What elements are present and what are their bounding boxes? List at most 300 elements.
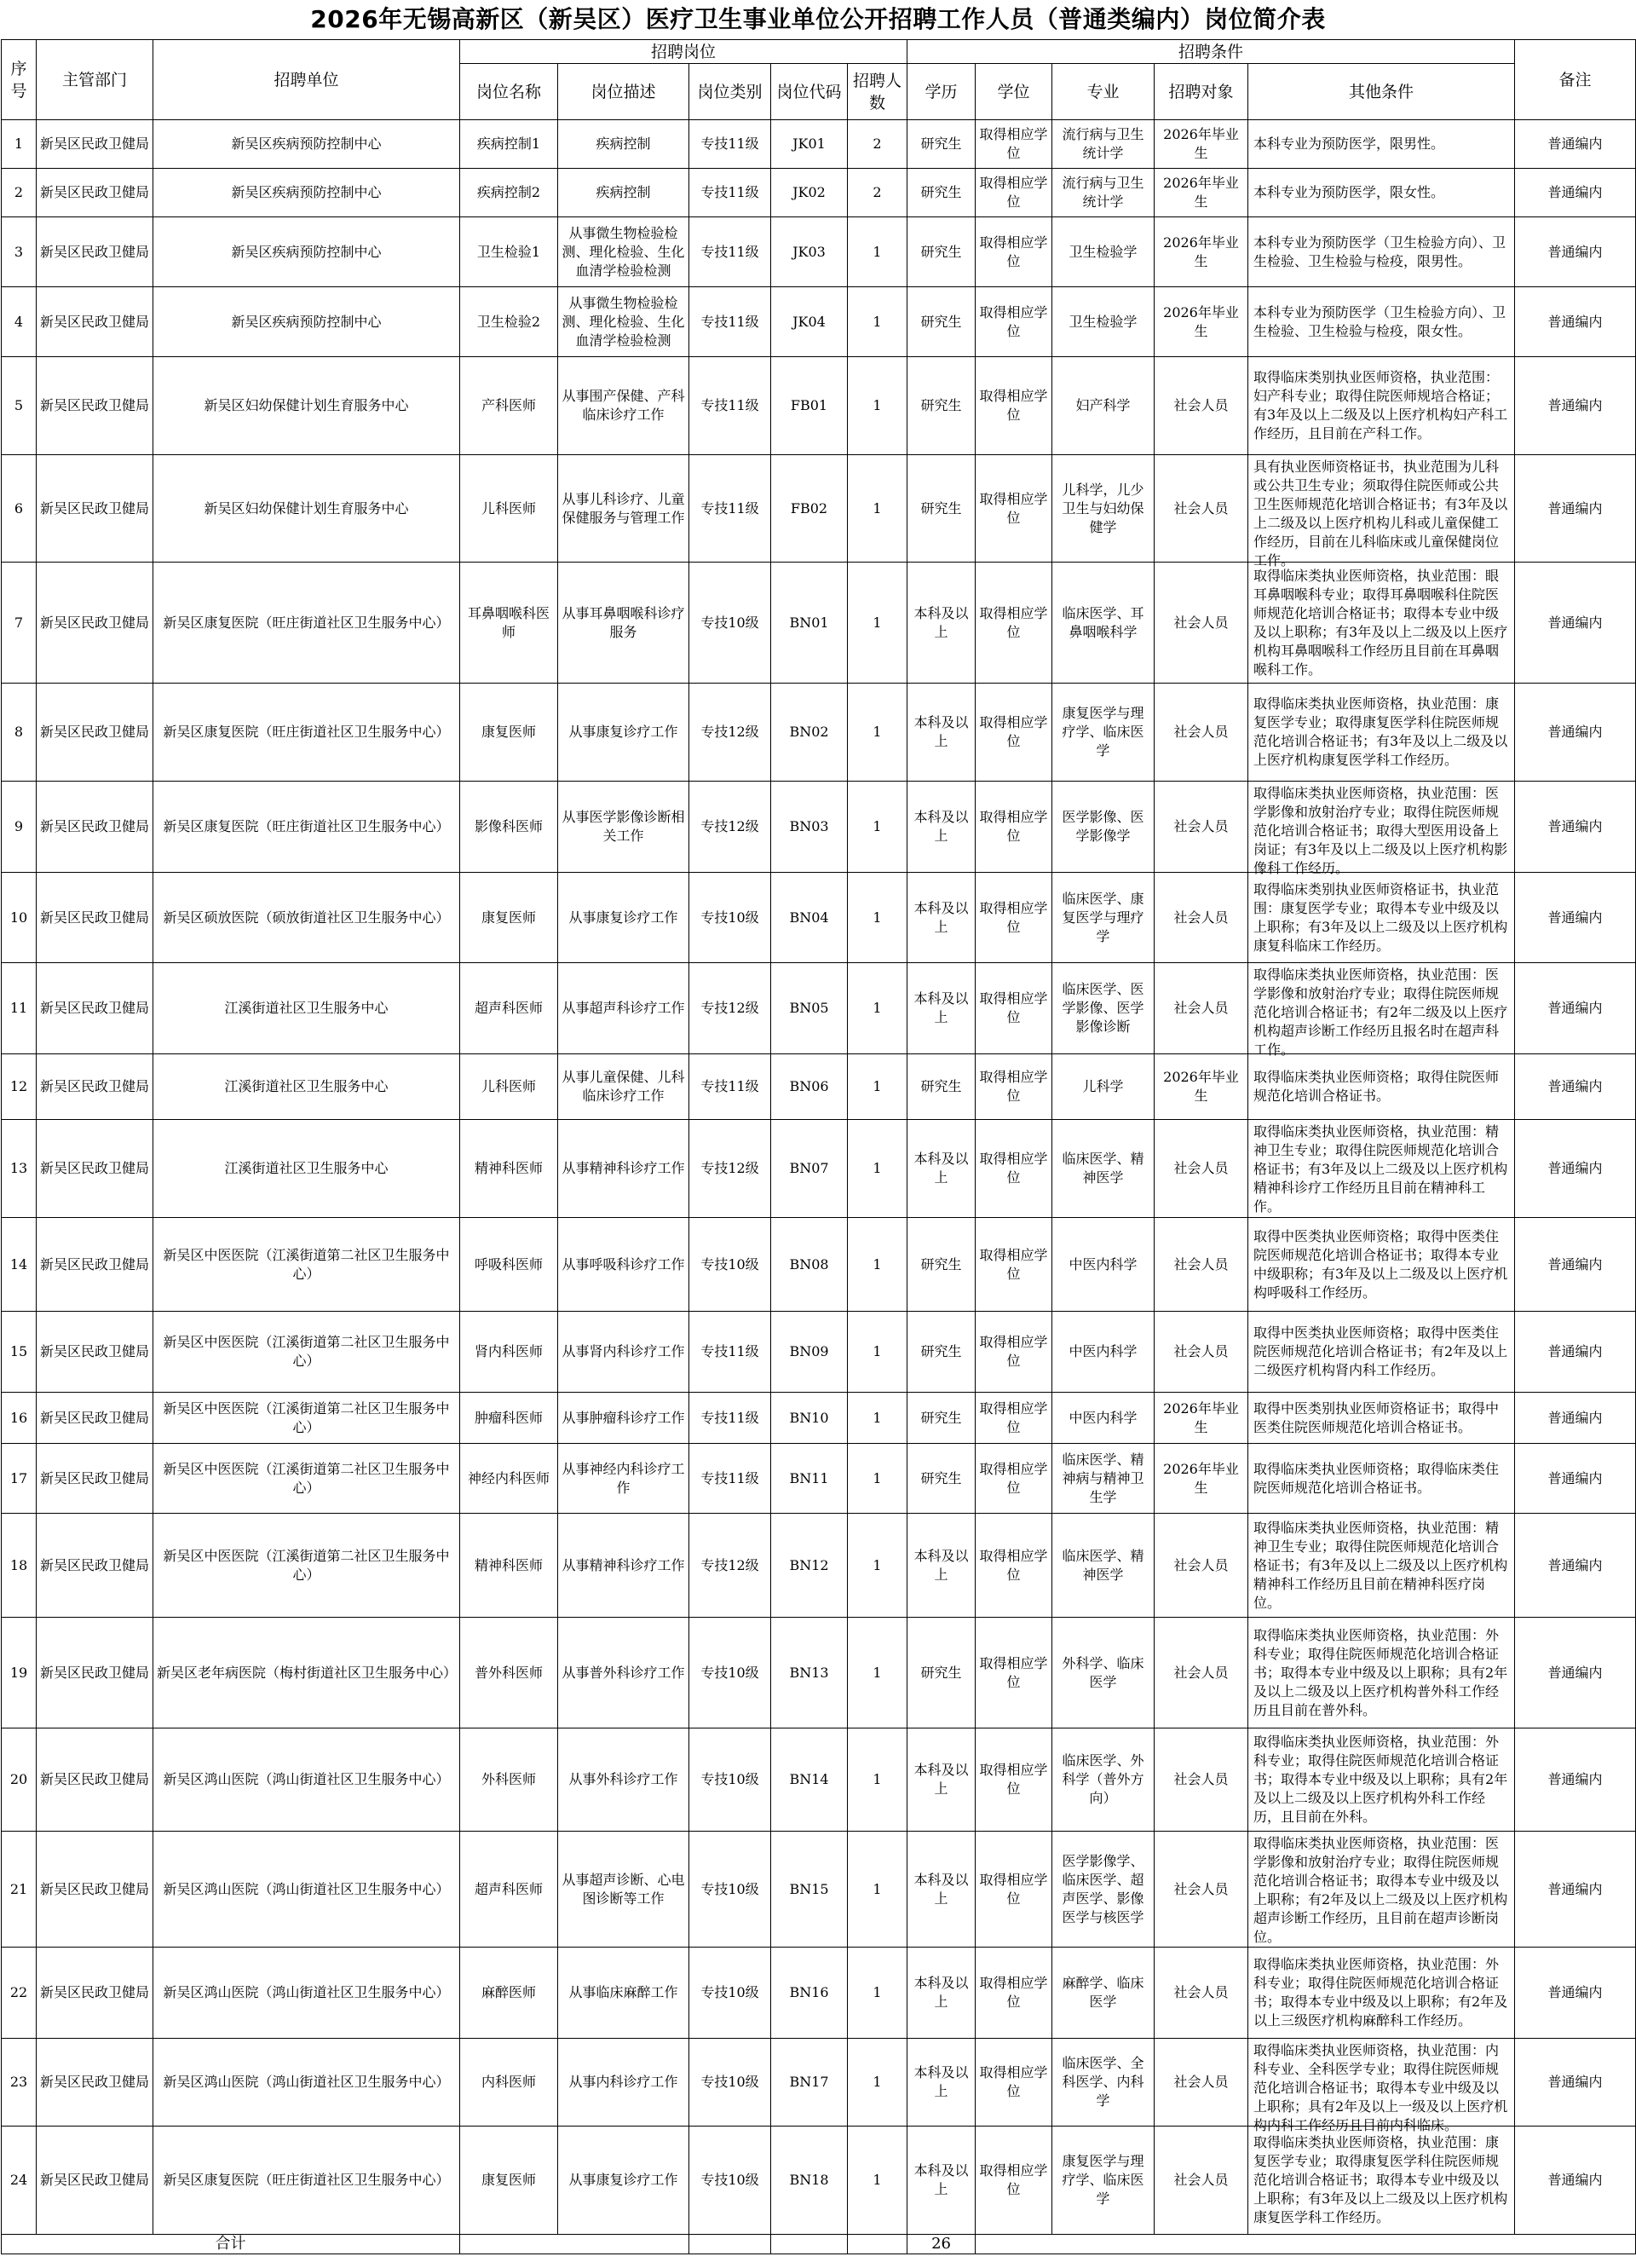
row-edu: 本科及以上 bbox=[907, 1514, 976, 1618]
table-row bbox=[2, 1120, 1636, 1218]
row-post-type: 专技11级 bbox=[689, 357, 771, 455]
row-other: 取得临床类执业医师资格，执业范围：眼耳鼻咽喉科专业；取得耳鼻咽喉科住院医师规范化培训合格证书；取得本专业中级及以上职称；有3年及以上二级及以上医疗机构耳鼻咽喉科工作经历且目前在耳鼻咽喉科工作。 bbox=[1248, 563, 1515, 684]
table-row bbox=[2, 1218, 1636, 1312]
row-post-type: 专技10级 bbox=[689, 2039, 771, 2127]
row-post-code: BN17 bbox=[771, 2039, 848, 2127]
row-post-type: 专技10级 bbox=[689, 1948, 771, 2039]
row-unit: 新吴区疾病预防控制中心 bbox=[153, 120, 460, 169]
row-dept: 新吴区民政卫健局 bbox=[37, 287, 153, 357]
row-target: 社会人员 bbox=[1155, 455, 1248, 563]
row-note: 普通编内 bbox=[1515, 1832, 1636, 1948]
table-row bbox=[2, 1948, 1636, 2039]
row-no: 23 bbox=[2, 2039, 37, 2127]
row-post-type: 专技11级 bbox=[689, 169, 771, 217]
row-no: 17 bbox=[2, 1444, 37, 1514]
row-dept: 新吴区民政卫健局 bbox=[37, 1948, 153, 2039]
row-dept: 新吴区民政卫健局 bbox=[37, 1728, 153, 1832]
table-row bbox=[2, 1832, 1636, 1948]
row-unit: 新吴区疾病预防控制中心 bbox=[153, 169, 460, 217]
row-note: 普通编内 bbox=[1515, 2039, 1636, 2127]
row-unit: 新吴区中医医院（江溪街道第二社区卫生服务中心） bbox=[153, 1312, 460, 1393]
row-post-desc: 从事超声科诊疗工作 bbox=[558, 963, 689, 1054]
table-row bbox=[2, 1312, 1636, 1393]
row-major: 临床医学、精神医学 bbox=[1052, 1120, 1155, 1218]
row-post-desc: 从事外科诊疗工作 bbox=[558, 1728, 689, 1832]
row-major: 儿科学，儿少卫生与妇幼保健学 bbox=[1052, 455, 1155, 563]
row-post-desc: 从事内科诊疗工作 bbox=[558, 2039, 689, 2127]
row-dept: 新吴区民政卫健局 bbox=[37, 2039, 153, 2127]
row-edu: 研究生 bbox=[907, 1218, 976, 1312]
row-post-name: 麻醉医师 bbox=[460, 1948, 558, 2039]
row-post-code: BN10 bbox=[771, 1393, 848, 1444]
row-degree: 取得相应学位 bbox=[976, 1514, 1052, 1618]
row-edu: 研究生 bbox=[907, 1444, 976, 1514]
row-note: 普通编内 bbox=[1515, 1444, 1636, 1514]
row-post-name: 精神科医师 bbox=[460, 1120, 558, 1218]
row-target: 社会人员 bbox=[1155, 1618, 1248, 1728]
row-count: 1 bbox=[848, 1948, 907, 2039]
row-no: 10 bbox=[2, 873, 37, 963]
row-count: 1 bbox=[848, 1444, 907, 1514]
row-note: 普通编内 bbox=[1515, 1218, 1636, 1312]
row-dept: 新吴区民政卫健局 bbox=[37, 217, 153, 287]
row-post-type: 专技11级 bbox=[689, 287, 771, 357]
row-post-desc: 从事临床麻醉工作 bbox=[558, 1948, 689, 2039]
row-major: 妇产科学 bbox=[1052, 357, 1155, 455]
row-post-code: JK02 bbox=[771, 169, 848, 217]
row-count: 1 bbox=[848, 782, 907, 873]
row-other: 本科专业为预防医学（卫生检验方向）、卫生检验、卫生检验与检疫，限男性。 bbox=[1248, 217, 1515, 287]
row-post-name: 卫生检验1 bbox=[460, 217, 558, 287]
row-post-desc: 从事肾内科诊疗工作 bbox=[558, 1312, 689, 1393]
row-degree: 取得相应学位 bbox=[976, 1054, 1052, 1120]
row-post-code: BN05 bbox=[771, 963, 848, 1054]
row-dept: 新吴区民政卫健局 bbox=[37, 782, 153, 873]
row-major: 康复医学与理疗学、临床医学 bbox=[1052, 684, 1155, 782]
row-unit: 新吴区中医医院（江溪街道第二社区卫生服务中心） bbox=[153, 1514, 460, 1618]
row-major: 临床医学、耳鼻咽喉科学 bbox=[1052, 563, 1155, 684]
row-count: 1 bbox=[848, 1218, 907, 1312]
row-other: 取得临床类执业医师资格，执业范围：内科专业、全科医学专业；取得住院医师规范化培训合格证书；取得本专业中级及以上职称；具有2年及以上一级及以上医疗机构内科工作经历且目前内科临床。 bbox=[1248, 2039, 1515, 2127]
row-post-type: 专技11级 bbox=[689, 1312, 771, 1393]
header-post-type: 岗位类别 bbox=[689, 64, 771, 120]
row-note: 普通编内 bbox=[1515, 357, 1636, 455]
row-post-desc: 从事肿瘤科诊疗工作 bbox=[558, 1393, 689, 1444]
row-degree: 取得相应学位 bbox=[976, 873, 1052, 963]
row-no: 21 bbox=[2, 1832, 37, 1948]
total-row bbox=[2, 2235, 1636, 2254]
row-post-name: 神经内科医师 bbox=[460, 1444, 558, 1514]
row-major: 儿科学 bbox=[1052, 1054, 1155, 1120]
row-no: 8 bbox=[2, 684, 37, 782]
header-degree: 学位 bbox=[976, 64, 1052, 120]
header-target: 招聘对象 bbox=[1155, 64, 1248, 120]
row-target: 社会人员 bbox=[1155, 1832, 1248, 1948]
row-unit: 新吴区康复医院（旺庄街道社区卫生服务中心） bbox=[153, 684, 460, 782]
row-edu: 本科及以上 bbox=[907, 1120, 976, 1218]
row-post-code: BN09 bbox=[771, 1312, 848, 1393]
row-count: 1 bbox=[848, 455, 907, 563]
row-unit: 新吴区老年病医院（梅村街道社区卫生服务中心） bbox=[153, 1618, 460, 1728]
row-post-desc: 从事儿科诊疗、儿童保健服务与管理工作 bbox=[558, 455, 689, 563]
row-note: 普通编内 bbox=[1515, 563, 1636, 684]
row-other: 取得临床类执业医师资格，执业范围：精神卫生专业；取得住院医师规范化培训合格证书；有3年及以上二级及以上医疗机构精神科诊疗工作经历且目前在精神科工作。 bbox=[1248, 1120, 1515, 1218]
row-note: 普通编内 bbox=[1515, 287, 1636, 357]
row-unit: 新吴区妇幼保健计划生育服务中心 bbox=[153, 455, 460, 563]
row-post-type: 专技10级 bbox=[689, 563, 771, 684]
row-post-desc: 疾病控制 bbox=[558, 169, 689, 217]
row-other: 取得临床类执业医师资格，执业范围：外科专业；取得住院医师规范化培训合格证书；取得本专业中级及以上职称；具有2年及以上二级及以上医疗机构外科工作经历，且目前在外科。 bbox=[1248, 1728, 1515, 1832]
row-note: 普通编内 bbox=[1515, 963, 1636, 1054]
row-post-code: BN11 bbox=[771, 1444, 848, 1514]
row-no: 4 bbox=[2, 287, 37, 357]
row-other: 具有执业医师资格证书，执业范围为儿科或公共卫生专业；须取得住院医师或公共卫生医师规范化培训合格证书；有3年及以上二级及以上医疗机构儿科或儿童保健工作经历，目前在儿科临床或儿童保健岗位工作。 bbox=[1248, 455, 1515, 563]
row-degree: 取得相应学位 bbox=[976, 1312, 1052, 1393]
row-count: 1 bbox=[848, 2039, 907, 2127]
row-no: 20 bbox=[2, 1728, 37, 1832]
row-major: 麻醉学、临床医学 bbox=[1052, 1948, 1155, 2039]
row-unit: 新吴区康复医院（旺庄街道社区卫生服务中心） bbox=[153, 782, 460, 873]
row-other: 取得临床类别执业医师资格证书，执业范围：康复医学专业；取得本专业中级及以上职称；有3年及以上二级及以上医疗机构康复科临床工作经历。 bbox=[1248, 873, 1515, 963]
row-note: 普通编内 bbox=[1515, 1120, 1636, 1218]
row-target: 社会人员 bbox=[1155, 1514, 1248, 1618]
row-edu: 研究生 bbox=[907, 1618, 976, 1728]
row-degree: 取得相应学位 bbox=[976, 1393, 1052, 1444]
row-post-name: 产科医师 bbox=[460, 357, 558, 455]
row-count: 1 bbox=[848, 1312, 907, 1393]
row-post-desc: 从事微生物检验检测、理化检验、生化血清学检验检测 bbox=[558, 217, 689, 287]
row-count: 1 bbox=[848, 1832, 907, 1948]
row-edu: 本科及以上 bbox=[907, 873, 976, 963]
row-degree: 取得相应学位 bbox=[976, 169, 1052, 217]
table-row bbox=[2, 1444, 1636, 1514]
row-no: 12 bbox=[2, 1054, 37, 1120]
row-post-name: 精神科医师 bbox=[460, 1514, 558, 1618]
row-note: 普通编内 bbox=[1515, 782, 1636, 873]
total-count: 26 bbox=[907, 2235, 976, 2254]
row-major: 临床医学、外科学（普外方向） bbox=[1052, 1728, 1155, 1832]
row-post-code: BN13 bbox=[771, 1618, 848, 1728]
row-degree: 取得相应学位 bbox=[976, 963, 1052, 1054]
row-major: 临床医学、医学影像、医学影像诊断 bbox=[1052, 963, 1155, 1054]
row-dept: 新吴区民政卫健局 bbox=[37, 1393, 153, 1444]
row-count: 1 bbox=[848, 2127, 907, 2235]
row-post-code: BN07 bbox=[771, 1120, 848, 1218]
row-dept: 新吴区民政卫健局 bbox=[37, 1618, 153, 1728]
table-row bbox=[2, 1728, 1636, 1832]
row-major: 医学影像、医学影像学 bbox=[1052, 782, 1155, 873]
row-major: 医学影像学、临床医学、超声医学、影像医学与核医学 bbox=[1052, 1832, 1155, 1948]
table-row bbox=[2, 873, 1636, 963]
row-dept: 新吴区民政卫健局 bbox=[37, 357, 153, 455]
row-degree: 取得相应学位 bbox=[976, 1120, 1052, 1218]
row-post-code: BN06 bbox=[771, 1054, 848, 1120]
row-count: 1 bbox=[848, 1120, 907, 1218]
row-note: 普通编内 bbox=[1515, 684, 1636, 782]
row-post-desc: 从事微生物检验检测、理化检验、生化血清学检验检测 bbox=[558, 287, 689, 357]
row-post-name: 康复医师 bbox=[460, 2127, 558, 2235]
row-degree: 取得相应学位 bbox=[976, 1218, 1052, 1312]
row-other: 取得临床类执业医师资格，执业范围：医学影像和放射治疗专业；取得住院医师规范化培训合格证书；取得大型医用设备上岗证；有3年及以上二级及以上医疗机构影像科工作经历。 bbox=[1248, 782, 1515, 873]
row-edu: 本科及以上 bbox=[907, 563, 976, 684]
row-other: 本科专业为预防医学，限女性。 bbox=[1248, 169, 1515, 217]
row-edu: 研究生 bbox=[907, 169, 976, 217]
row-post-name: 疾病控制1 bbox=[460, 120, 558, 169]
row-post-type: 专技11级 bbox=[689, 455, 771, 563]
table-row bbox=[2, 357, 1636, 455]
row-post-desc: 从事精神科诊疗工作 bbox=[558, 1514, 689, 1618]
row-no: 6 bbox=[2, 455, 37, 563]
row-count: 1 bbox=[848, 357, 907, 455]
table-row bbox=[2, 2127, 1636, 2235]
row-dept: 新吴区民政卫健局 bbox=[37, 1054, 153, 1120]
row-edu: 研究生 bbox=[907, 357, 976, 455]
row-dept: 新吴区民政卫健局 bbox=[37, 169, 153, 217]
row-count: 1 bbox=[848, 873, 907, 963]
row-unit: 江溪街道社区卫生服务中心 bbox=[153, 1054, 460, 1120]
row-unit: 新吴区中医医院（江溪街道第二社区卫生服务中心） bbox=[153, 1393, 460, 1444]
row-unit: 新吴区康复医院（旺庄街道社区卫生服务中心） bbox=[153, 563, 460, 684]
row-target: 社会人员 bbox=[1155, 782, 1248, 873]
row-post-type: 专技12级 bbox=[689, 782, 771, 873]
row-note: 普通编内 bbox=[1515, 1948, 1636, 2039]
table-row bbox=[2, 287, 1636, 357]
row-dept: 新吴区民政卫健局 bbox=[37, 1444, 153, 1514]
row-unit: 江溪街道社区卫生服务中心 bbox=[153, 963, 460, 1054]
row-post-name: 康复医师 bbox=[460, 684, 558, 782]
row-dept: 新吴区民政卫健局 bbox=[37, 1832, 153, 1948]
row-post-name: 康复医师 bbox=[460, 873, 558, 963]
row-post-desc: 从事耳鼻咽喉科诊疗服务 bbox=[558, 563, 689, 684]
row-degree: 取得相应学位 bbox=[976, 357, 1052, 455]
row-other: 取得临床类执业医师资格；取得临床类住院医师规范化培训合格证书。 bbox=[1248, 1444, 1515, 1514]
row-post-type: 专技11级 bbox=[689, 217, 771, 287]
row-target: 社会人员 bbox=[1155, 873, 1248, 963]
row-post-code: BN01 bbox=[771, 563, 848, 684]
row-dept: 新吴区民政卫健局 bbox=[37, 684, 153, 782]
row-post-name: 内科医师 bbox=[460, 2039, 558, 2127]
row-post-code: BN04 bbox=[771, 873, 848, 963]
row-other: 取得中医类别执业医师资格证书；取得中医类住院医师规范化培训合格证书。 bbox=[1248, 1393, 1515, 1444]
row-unit: 新吴区疾病预防控制中心 bbox=[153, 287, 460, 357]
table-row bbox=[2, 217, 1636, 287]
row-post-name: 普外科医师 bbox=[460, 1618, 558, 1728]
row-no: 3 bbox=[2, 217, 37, 287]
row-other: 取得临床类执业医师资格，执业范围：外科专业；取得住院医师规范化培训合格证书；取得本专业中级及以上职称；具有2年及以上二级及以上医疗机构普外科工作经历且目前在普外科。 bbox=[1248, 1618, 1515, 1728]
row-post-desc: 从事围产保健、产科临床诊疗工作 bbox=[558, 357, 689, 455]
table-row bbox=[2, 963, 1636, 1054]
row-edu: 研究生 bbox=[907, 120, 976, 169]
row-post-desc: 从事呼吸科诊疗工作 bbox=[558, 1218, 689, 1312]
table-row bbox=[2, 1514, 1636, 1618]
row-count: 1 bbox=[848, 1393, 907, 1444]
row-dept: 新吴区民政卫健局 bbox=[37, 963, 153, 1054]
row-major: 中医内科学 bbox=[1052, 1312, 1155, 1393]
row-post-type: 专技11级 bbox=[689, 1444, 771, 1514]
row-unit: 新吴区中医医院（江溪街道第二社区卫生服务中心） bbox=[153, 1444, 460, 1514]
row-degree: 取得相应学位 bbox=[976, 2039, 1052, 2127]
row-unit: 新吴区鸿山医院（鸿山街道社区卫生服务中心） bbox=[153, 1948, 460, 2039]
row-edu: 本科及以上 bbox=[907, 1728, 976, 1832]
total-spacer bbox=[460, 2235, 689, 2254]
row-target: 社会人员 bbox=[1155, 963, 1248, 1054]
row-count: 1 bbox=[848, 1618, 907, 1728]
row-note: 普通编内 bbox=[1515, 1054, 1636, 1120]
row-degree: 取得相应学位 bbox=[976, 217, 1052, 287]
row-unit: 新吴区妇幼保健计划生育服务中心 bbox=[153, 357, 460, 455]
table-row bbox=[2, 120, 1636, 169]
row-no: 22 bbox=[2, 1948, 37, 2039]
row-unit: 新吴区鸿山医院（鸿山街道社区卫生服务中心） bbox=[153, 1728, 460, 1832]
row-note: 普通编内 bbox=[1515, 1514, 1636, 1618]
row-target: 社会人员 bbox=[1155, 1312, 1248, 1393]
row-major: 中医内科学 bbox=[1052, 1218, 1155, 1312]
row-target: 社会人员 bbox=[1155, 1120, 1248, 1218]
table-row bbox=[2, 455, 1636, 563]
table-row bbox=[2, 563, 1636, 684]
row-note: 普通编内 bbox=[1515, 169, 1636, 217]
row-other: 取得临床类别执业医师资格，执业范围：妇产科专业；取得住院医师规培合格证；有3年及以上二级及以上医疗机构妇产科工作经历，且目前在产科工作。 bbox=[1248, 357, 1515, 455]
row-other: 取得临床类执业医师资格，执业范围：医学影像和放射治疗专业；取得住院医师规范化培训合格证书；取得本专业中级及以上职称；有2年及以上二级及以上医疗机构超声诊断工作经历，且目前在超声诊断岗位。 bbox=[1248, 1832, 1515, 1948]
row-post-code: FB02 bbox=[771, 455, 848, 563]
row-major: 临床医学、全科医学、内科学 bbox=[1052, 2039, 1155, 2127]
row-post-code: FB01 bbox=[771, 357, 848, 455]
row-unit: 新吴区鸿山医院（鸿山街道社区卫生服务中心） bbox=[153, 1832, 460, 1948]
row-post-desc: 从事康复诊疗工作 bbox=[558, 2127, 689, 2235]
row-edu: 本科及以上 bbox=[907, 782, 976, 873]
header-row-1 bbox=[2, 40, 1636, 64]
total-spacer-5 bbox=[976, 2235, 1636, 2254]
header-unit: 招聘单位 bbox=[153, 40, 460, 120]
row-post-desc: 从事精神科诊疗工作 bbox=[558, 1120, 689, 1218]
row-dept: 新吴区民政卫健局 bbox=[37, 563, 153, 684]
row-unit: 新吴区康复医院（旺庄街道社区卫生服务中心） bbox=[153, 2127, 460, 2235]
row-major: 康复医学与理疗学、临床医学 bbox=[1052, 2127, 1155, 2235]
row-edu: 本科及以上 bbox=[907, 2127, 976, 2235]
header-count: 招聘人数 bbox=[848, 64, 907, 120]
row-target: 2026年毕业生 bbox=[1155, 1444, 1248, 1514]
row-other: 取得临床类执业医师资格，执业范围：精神卫生专业；取得住院医师规范化培训合格证书；有3年及以上二级及以上医疗机构精神科工作经历且目前在精神科医疗岗位。 bbox=[1248, 1514, 1515, 1618]
row-post-type: 专技10级 bbox=[689, 1728, 771, 1832]
row-note: 普通编内 bbox=[1515, 2127, 1636, 2235]
row-post-name: 超声科医师 bbox=[460, 963, 558, 1054]
row-target: 社会人员 bbox=[1155, 2039, 1248, 2127]
row-post-name: 卫生检验2 bbox=[460, 287, 558, 357]
row-degree: 取得相应学位 bbox=[976, 1728, 1052, 1832]
row-post-code: BN12 bbox=[771, 1514, 848, 1618]
row-degree: 取得相应学位 bbox=[976, 1444, 1052, 1514]
recruitment-table bbox=[1, 39, 1636, 2254]
row-edu: 本科及以上 bbox=[907, 963, 976, 1054]
row-target: 2026年毕业生 bbox=[1155, 1054, 1248, 1120]
row-post-code: JK03 bbox=[771, 217, 848, 287]
row-post-code: BN16 bbox=[771, 1948, 848, 2039]
table-row bbox=[2, 1618, 1636, 1728]
row-target: 社会人员 bbox=[1155, 1218, 1248, 1312]
row-note: 普通编内 bbox=[1515, 1393, 1636, 1444]
row-count: 1 bbox=[848, 684, 907, 782]
header-post-desc: 岗位描述 bbox=[558, 64, 689, 120]
row-no: 18 bbox=[2, 1514, 37, 1618]
row-post-code: BN14 bbox=[771, 1728, 848, 1832]
table-body bbox=[2, 120, 1636, 2235]
row-post-desc: 从事超声诊断、心电图诊断等工作 bbox=[558, 1832, 689, 1948]
row-post-type: 专技10级 bbox=[689, 1832, 771, 1948]
row-post-name: 耳鼻咽喉科医师 bbox=[460, 563, 558, 684]
row-count: 1 bbox=[848, 1514, 907, 1618]
row-target: 社会人员 bbox=[1155, 1728, 1248, 1832]
row-post-desc: 从事医学影像诊断相关工作 bbox=[558, 782, 689, 873]
row-post-name: 疾病控制2 bbox=[460, 169, 558, 217]
row-major: 流行病与卫生统计学 bbox=[1052, 120, 1155, 169]
row-dept: 新吴区民政卫健局 bbox=[37, 1120, 153, 1218]
total-label: 合计 bbox=[2, 2235, 460, 2254]
row-count: 1 bbox=[848, 563, 907, 684]
table-row bbox=[2, 169, 1636, 217]
row-unit: 新吴区中医医院（江溪街道第二社区卫生服务中心） bbox=[153, 1218, 460, 1312]
row-post-name: 影像科医师 bbox=[460, 782, 558, 873]
header-major: 专业 bbox=[1052, 64, 1155, 120]
row-major: 卫生检验学 bbox=[1052, 287, 1155, 357]
row-degree: 取得相应学位 bbox=[976, 455, 1052, 563]
row-no: 5 bbox=[2, 357, 37, 455]
row-post-name: 肾内科医师 bbox=[460, 1312, 558, 1393]
row-unit: 新吴区鸿山医院（鸿山街道社区卫生服务中心） bbox=[153, 2039, 460, 2127]
row-edu: 研究生 bbox=[907, 1312, 976, 1393]
row-count: 1 bbox=[848, 963, 907, 1054]
row-note: 普通编内 bbox=[1515, 873, 1636, 963]
header-note: 备注 bbox=[1515, 40, 1636, 120]
row-edu: 研究生 bbox=[907, 287, 976, 357]
row-dept: 新吴区民政卫健局 bbox=[37, 120, 153, 169]
row-target: 社会人员 bbox=[1155, 684, 1248, 782]
row-edu: 本科及以上 bbox=[907, 2039, 976, 2127]
row-post-code: BN18 bbox=[771, 2127, 848, 2235]
table-row bbox=[2, 1054, 1636, 1120]
row-unit: 新吴区硕放医院（硕放街道社区卫生服务中心） bbox=[153, 873, 460, 963]
row-no: 14 bbox=[2, 1218, 37, 1312]
row-degree: 取得相应学位 bbox=[976, 782, 1052, 873]
header-post-code: 岗位代码 bbox=[771, 64, 848, 120]
row-degree: 取得相应学位 bbox=[976, 684, 1052, 782]
row-other: 本科专业为预防医学（卫生检验方向）、卫生检验、卫生检验与检疫，限女性。 bbox=[1248, 287, 1515, 357]
row-target: 2026年毕业生 bbox=[1155, 169, 1248, 217]
row-edu: 研究生 bbox=[907, 455, 976, 563]
row-target: 2026年毕业生 bbox=[1155, 120, 1248, 169]
row-post-type: 专技11级 bbox=[689, 1393, 771, 1444]
row-count: 1 bbox=[848, 1054, 907, 1120]
row-post-name: 超声科医师 bbox=[460, 1832, 558, 1948]
row-no: 9 bbox=[2, 782, 37, 873]
row-degree: 取得相应学位 bbox=[976, 2127, 1052, 2235]
row-major: 临床医学、康复医学与理疗学 bbox=[1052, 873, 1155, 963]
header-group-post: 招聘岗位 bbox=[460, 40, 907, 64]
row-post-code: BN03 bbox=[771, 782, 848, 873]
total-spacer-3 bbox=[771, 2235, 848, 2254]
row-other: 本科专业为预防医学，限男性。 bbox=[1248, 120, 1515, 169]
row-unit: 新吴区疾病预防控制中心 bbox=[153, 217, 460, 287]
row-post-name: 儿科医师 bbox=[460, 1054, 558, 1120]
row-edu: 本科及以上 bbox=[907, 684, 976, 782]
row-dept: 新吴区民政卫健局 bbox=[37, 873, 153, 963]
row-no: 13 bbox=[2, 1120, 37, 1218]
row-post-type: 专技12级 bbox=[689, 684, 771, 782]
document-title: 2026年无锡高新区（新吴区）医疗卫生事业单位公开招聘工作人员（普通类编内）岗位简介表 bbox=[310, 5, 1326, 33]
row-note: 普通编内 bbox=[1515, 120, 1636, 169]
row-note: 普通编内 bbox=[1515, 1312, 1636, 1393]
row-major: 临床医学、精神医学 bbox=[1052, 1514, 1155, 1618]
row-post-type: 专技12级 bbox=[689, 1120, 771, 1218]
